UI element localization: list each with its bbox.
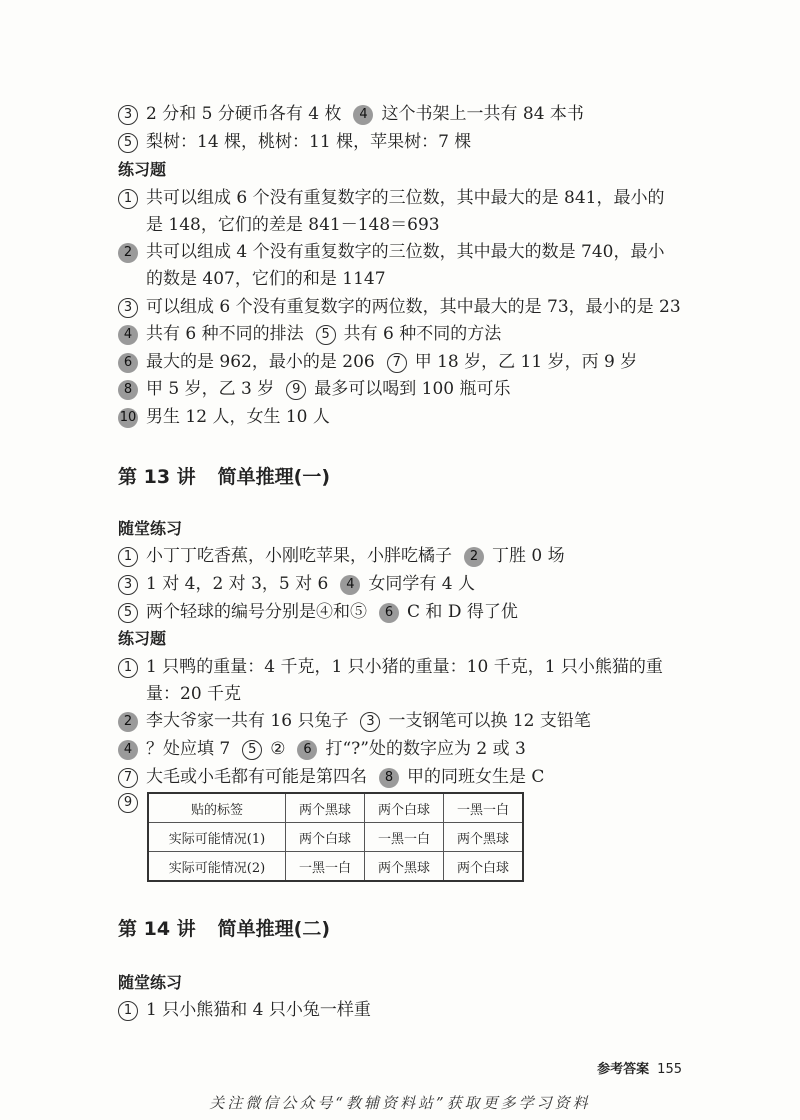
- item-number: 1: [118, 547, 138, 567]
- item-number: 6: [379, 603, 399, 623]
- table-row: [148, 852, 523, 882]
- item-number: 4: [353, 105, 373, 125]
- answer-text: 2 分和 5 分硬币各有 4 枚: [146, 104, 342, 124]
- answer-item: [118, 599, 367, 625]
- answer-item: [118, 571, 328, 597]
- answer-item: [379, 599, 518, 625]
- answer-text: 1 只鸭的重量：4 千克，1 只小猪的重量：10 千克，1 只小熊猫的重: [146, 657, 663, 677]
- answer-item: [316, 321, 502, 347]
- table-row: [148, 823, 523, 852]
- table-cell: 两个白球: [444, 852, 524, 882]
- lesson-title: [118, 915, 330, 943]
- item-number: 6: [118, 353, 138, 373]
- answer-line: [118, 101, 740, 127]
- answer-item: [118, 294, 681, 320]
- answer-text: 两个轻球的编号分别是④和⑤: [146, 602, 367, 622]
- answer-item: [118, 321, 304, 347]
- lesson-name: 简单推理(二): [217, 918, 331, 940]
- answer-item: [118, 129, 471, 155]
- answer-text: 打“?”处的数字应为 2 或 3: [325, 739, 526, 759]
- item-number: 2: [118, 243, 138, 263]
- answer-line: [118, 129, 740, 155]
- table-cell: 一黑一白: [286, 852, 365, 882]
- item-number: 2: [118, 712, 138, 732]
- answer-text: 最大的是 962，最小的是 206: [146, 352, 375, 372]
- section-heading-class: 随堂练习: [118, 519, 183, 538]
- answer-item: [118, 239, 664, 265]
- item-number: 3: [118, 105, 138, 125]
- item-number: 9: [118, 793, 138, 813]
- answer-line: [118, 599, 740, 625]
- answer-text: 甲 18 岁，乙 11 岁，丙 9 岁: [414, 352, 638, 372]
- answer-item: [118, 736, 230, 762]
- answer-text: 丁胜 0 场: [492, 546, 565, 566]
- item-number: 3: [118, 298, 138, 318]
- answer-line: [118, 294, 740, 320]
- answer-line: [118, 654, 740, 680]
- item-number: 8: [379, 768, 399, 788]
- item-number: 4: [118, 325, 138, 345]
- answer-item: [118, 185, 664, 211]
- answer-item: [118, 997, 371, 1023]
- answer-item: [118, 349, 375, 375]
- answer-text: ？处应填 7: [146, 739, 231, 759]
- item-number: 5: [316, 325, 336, 345]
- table-cell: 两个黑球: [444, 823, 524, 852]
- answer-item: [464, 543, 565, 569]
- answer-line: [118, 239, 740, 265]
- answer-text: 共有 6 种不同的排法: [146, 324, 304, 344]
- answer-text: 最多可以喝到 100 瓶可乐: [314, 379, 511, 399]
- answer-item: [353, 101, 583, 127]
- answer-text: 共可以组成 4 个没有重复数字的三位数，其中最大的数是 740，最小: [146, 242, 665, 262]
- item-number: 5: [118, 133, 138, 153]
- answer-text: 共有 6 种不同的方法: [343, 324, 502, 344]
- answer-text: 甲 5 岁，乙 3 岁: [146, 379, 275, 399]
- page-number: 155: [657, 1062, 682, 1077]
- answer-line: [118, 571, 740, 597]
- table-cell: 贴的标签: [148, 793, 286, 823]
- answer-item: [118, 654, 663, 680]
- answer-text: 小丁丁吃香蕉，小刚吃苹果，小胖吃橘子: [146, 546, 452, 566]
- item-number: 4: [118, 740, 138, 760]
- answer-item: [286, 376, 510, 402]
- table-cell: 两个白球: [365, 793, 444, 823]
- item-number: 4: [340, 575, 360, 595]
- answer-item: [118, 404, 330, 430]
- answer-line: [118, 736, 740, 762]
- label-table: [147, 792, 524, 882]
- footer-label: 参考答案: [597, 1062, 650, 1077]
- answer-text: 梨树：14 棵，桃树：11 棵，苹果树：7 棵: [146, 132, 472, 152]
- item-number: 7: [118, 768, 138, 788]
- item-number: 8: [118, 380, 138, 400]
- answer-item: [118, 543, 452, 569]
- lesson-name: 简单推理(一): [217, 466, 331, 488]
- answer-line: [118, 349, 740, 375]
- answer-item: [379, 764, 544, 790]
- item-number: 3: [118, 575, 138, 595]
- section-heading-practice: 练习题: [118, 160, 167, 179]
- answer-text: 男生 12 人，女生 10 人: [146, 407, 330, 427]
- section-heading-practice: 练习题: [118, 629, 167, 648]
- answer-item: [387, 349, 638, 375]
- table-cell: 实际可能情况(2): [148, 852, 286, 882]
- answer-text: 1 只小熊猫和 4 只小兔一样重: [146, 1000, 371, 1020]
- answer-line: [118, 404, 740, 430]
- answer-continuation: 的数是 407，它们的和是 1147: [146, 269, 386, 289]
- answer-line: [118, 543, 740, 569]
- answer-line: [118, 376, 740, 402]
- answer-item: [340, 571, 475, 597]
- answer-text: 大毛或小毛都有可能是第四名: [146, 767, 367, 787]
- answer-text: 女同学有 4 人: [368, 574, 475, 594]
- answer-line: [118, 708, 740, 734]
- answer-line: [118, 792, 146, 813]
- answer-line: [118, 321, 740, 347]
- lesson-title: [118, 463, 330, 491]
- answer-item: [118, 376, 274, 402]
- answer-item: [118, 708, 348, 734]
- answer-item: [297, 736, 525, 762]
- answer-item: [118, 764, 367, 790]
- table-cell: 一黑一白: [444, 793, 524, 823]
- table-cell: 两个黑球: [286, 793, 365, 823]
- page-footer: [597, 1058, 682, 1077]
- item-number: 5: [242, 740, 262, 760]
- table-cell: 两个白球: [286, 823, 365, 852]
- answer-line: [118, 185, 740, 211]
- answer-text: 这个书架上一共有 84 本书: [381, 104, 584, 124]
- answer-line: [118, 997, 740, 1023]
- answer-continuation: 是 148，它们的差是 841－148＝693: [146, 215, 440, 235]
- answer-text: 一支钢笔可以换 12 支铅笔: [388, 711, 591, 731]
- answer-text: 李大爷家一共有 16 只兔子: [146, 711, 349, 731]
- answer-text: 1 对 4，2 对 3，5 对 6: [146, 574, 329, 594]
- item-number: 1: [118, 189, 138, 209]
- item-number: 5: [118, 603, 138, 623]
- answer-continuation: 量：20 千克: [146, 684, 242, 704]
- section-heading-class: 随堂练习: [118, 973, 183, 992]
- item-number: 6: [297, 740, 317, 760]
- lesson-number: 第 14 讲: [118, 918, 196, 940]
- table-cell: 一黑一白: [365, 823, 444, 852]
- answer-text: 可以组成 6 个没有重复数字的两位数，其中最大的是 73，最小的是 23: [146, 297, 681, 317]
- answer-item: [118, 101, 341, 127]
- answer-text: 甲的同班女生是 C: [407, 767, 545, 787]
- answer-text: C 和 D 得了优: [407, 602, 518, 622]
- table-cell: 两个黑球: [365, 852, 444, 882]
- answer-line: [118, 764, 740, 790]
- item-number: 1: [118, 658, 138, 678]
- answer-item: [242, 736, 285, 762]
- item-number: 2: [464, 547, 484, 567]
- item-number: 7: [387, 353, 407, 373]
- item-number: 1: [118, 1001, 138, 1021]
- item-number: 3: [360, 712, 380, 732]
- table-row: [148, 793, 523, 823]
- answer-text: ②: [270, 739, 286, 759]
- watermark: 关注微信公众号“教辅资料站”获取更多学习资料: [209, 1094, 591, 1112]
- answer-text: 共可以组成 6 个没有重复数字的三位数，其中最大的是 841，最小的: [146, 188, 665, 208]
- lesson-number: 第 13 讲: [118, 466, 196, 488]
- item-number: 10: [118, 408, 138, 428]
- answer-item: [360, 708, 590, 734]
- table-cell: 实际可能情况(1): [148, 823, 286, 852]
- item-number: 9: [286, 380, 306, 400]
